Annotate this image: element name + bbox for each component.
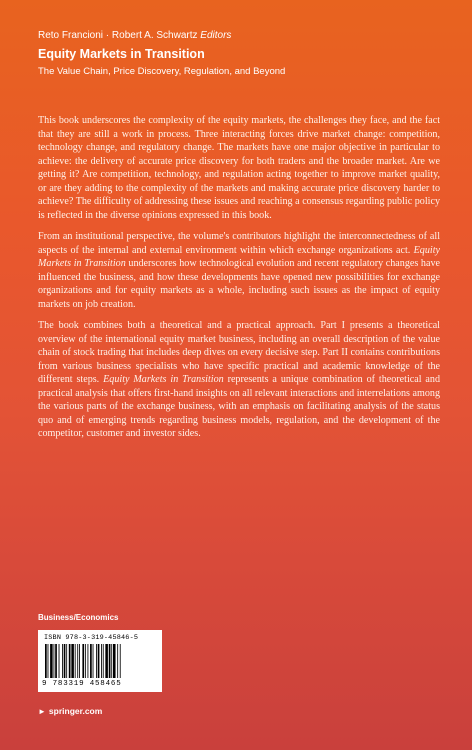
publisher-url: springer.com bbox=[48, 706, 103, 716]
barcode-bar bbox=[93, 644, 94, 678]
barcode-bar bbox=[88, 644, 89, 678]
barcode-bar bbox=[66, 644, 67, 678]
barcode-bar bbox=[120, 644, 121, 678]
barcode-bar bbox=[96, 644, 97, 678]
barcode-bar bbox=[71, 644, 74, 678]
barcode-bar bbox=[55, 644, 57, 678]
barcode-bar bbox=[111, 644, 112, 678]
barcode-bar bbox=[85, 644, 86, 678]
barcode-bar bbox=[90, 644, 92, 678]
subject-category: Business/Economics bbox=[38, 613, 119, 622]
barcode-bar bbox=[50, 644, 53, 678]
barcode-digits: 9 783319 458465 bbox=[42, 680, 122, 688]
blurb-paragraph-2 bbox=[38, 230, 440, 311]
p3-text-a: The book combines both a theoretical and a practical approach. Part I presents a theoretical overview of the international equity market business, including an overall description of the value chain of stock trading that includes deep dives on every decisive step. Part II contains contributions from various business specialists who have specific practical and academic knowledge of the different steps. bbox=[38, 320, 440, 385]
barcode-bar bbox=[117, 644, 118, 678]
barcode-bar bbox=[75, 644, 76, 678]
p2-text-b: underscores how technological evolution and recent regulatory changes have influenced the business, and how these developments have opened new possibilities for exchange organizations and for equity markets as a whole, including such issues as the impact of equity markets on job creation. bbox=[38, 258, 440, 310]
isbn-barcode bbox=[38, 630, 162, 692]
editors-line bbox=[38, 30, 448, 41]
barcode-bar bbox=[98, 644, 100, 678]
barcode-bar bbox=[54, 644, 55, 678]
barcode-bar bbox=[79, 644, 80, 678]
barcode-bars bbox=[44, 644, 156, 678]
barcode-bar bbox=[48, 644, 49, 678]
barcode-bar bbox=[82, 644, 84, 678]
barcode-bar bbox=[105, 644, 108, 678]
blurb-paragraph-3 bbox=[38, 319, 440, 441]
editors-names: Reto Francioni · Robert A. Schwartz bbox=[38, 30, 198, 41]
publisher-link[interactable] bbox=[38, 706, 102, 716]
barcode-bar bbox=[77, 644, 78, 678]
isbn-label: ISBN 978-3-319-45846-5 bbox=[44, 634, 139, 642]
barcode-bar bbox=[113, 644, 116, 678]
barcode-bar bbox=[109, 644, 111, 678]
barcode-bar bbox=[45, 644, 47, 678]
p2-book-title: Equity Markets in Transition bbox=[38, 244, 440, 269]
cover-header bbox=[38, 30, 448, 77]
barcode-bar bbox=[101, 644, 102, 678]
barcode-bar bbox=[64, 644, 66, 678]
book-subtitle: The Value Chain, Price Discovery, Regulation, and Beyond bbox=[38, 66, 286, 77]
editors-role: Editors bbox=[200, 30, 232, 41]
barcode-bar bbox=[62, 644, 63, 678]
p2-text-a: From an institutional perspective, the volume's contributors highlight the interconnectedness of all aspects of the internal and external environment within which exchange organizations act. bbox=[38, 231, 440, 256]
book-title: Equity Markets in Transition bbox=[38, 47, 205, 61]
p3-book-title: Equity Markets in Transition bbox=[103, 374, 224, 385]
blurb-paragraph-1: This book underscores the complexity of the equity markets, the challenges they face, and the fact that they are still a work in process. Three interacting forces drive market change: competition, technology change, and regulatory change. The markets have one major objective in particular to achieve: the delivery of accurate price discovery for both traders and the broader market. Are we getting it? Are competition, technology, and regulation acting together to improve market quality, or are they adding to the complexity of the markets and making accurate price discovery harder to achieve? The difficulty of addressing these issues and reaching a consensus regarding public policy is reflected in the diverse opinions expressed in this book. bbox=[38, 115, 440, 221]
arrow-icon: ► bbox=[38, 706, 46, 716]
barcode-bar bbox=[59, 644, 60, 678]
p3-text-b: represents a unique combination of theoretical and practical analysis that offers first-hand insights on all relevant interactions and interrelations among the various parts of the exchange business, with an emphasis on facilitating analysis of the status quo and of emerging trends regarding business models, regulation, and the development of the competitor, customer and investor sides. bbox=[38, 374, 441, 439]
blurb bbox=[38, 114, 440, 449]
barcode-bar bbox=[103, 644, 104, 678]
barcode-bar bbox=[69, 644, 71, 678]
